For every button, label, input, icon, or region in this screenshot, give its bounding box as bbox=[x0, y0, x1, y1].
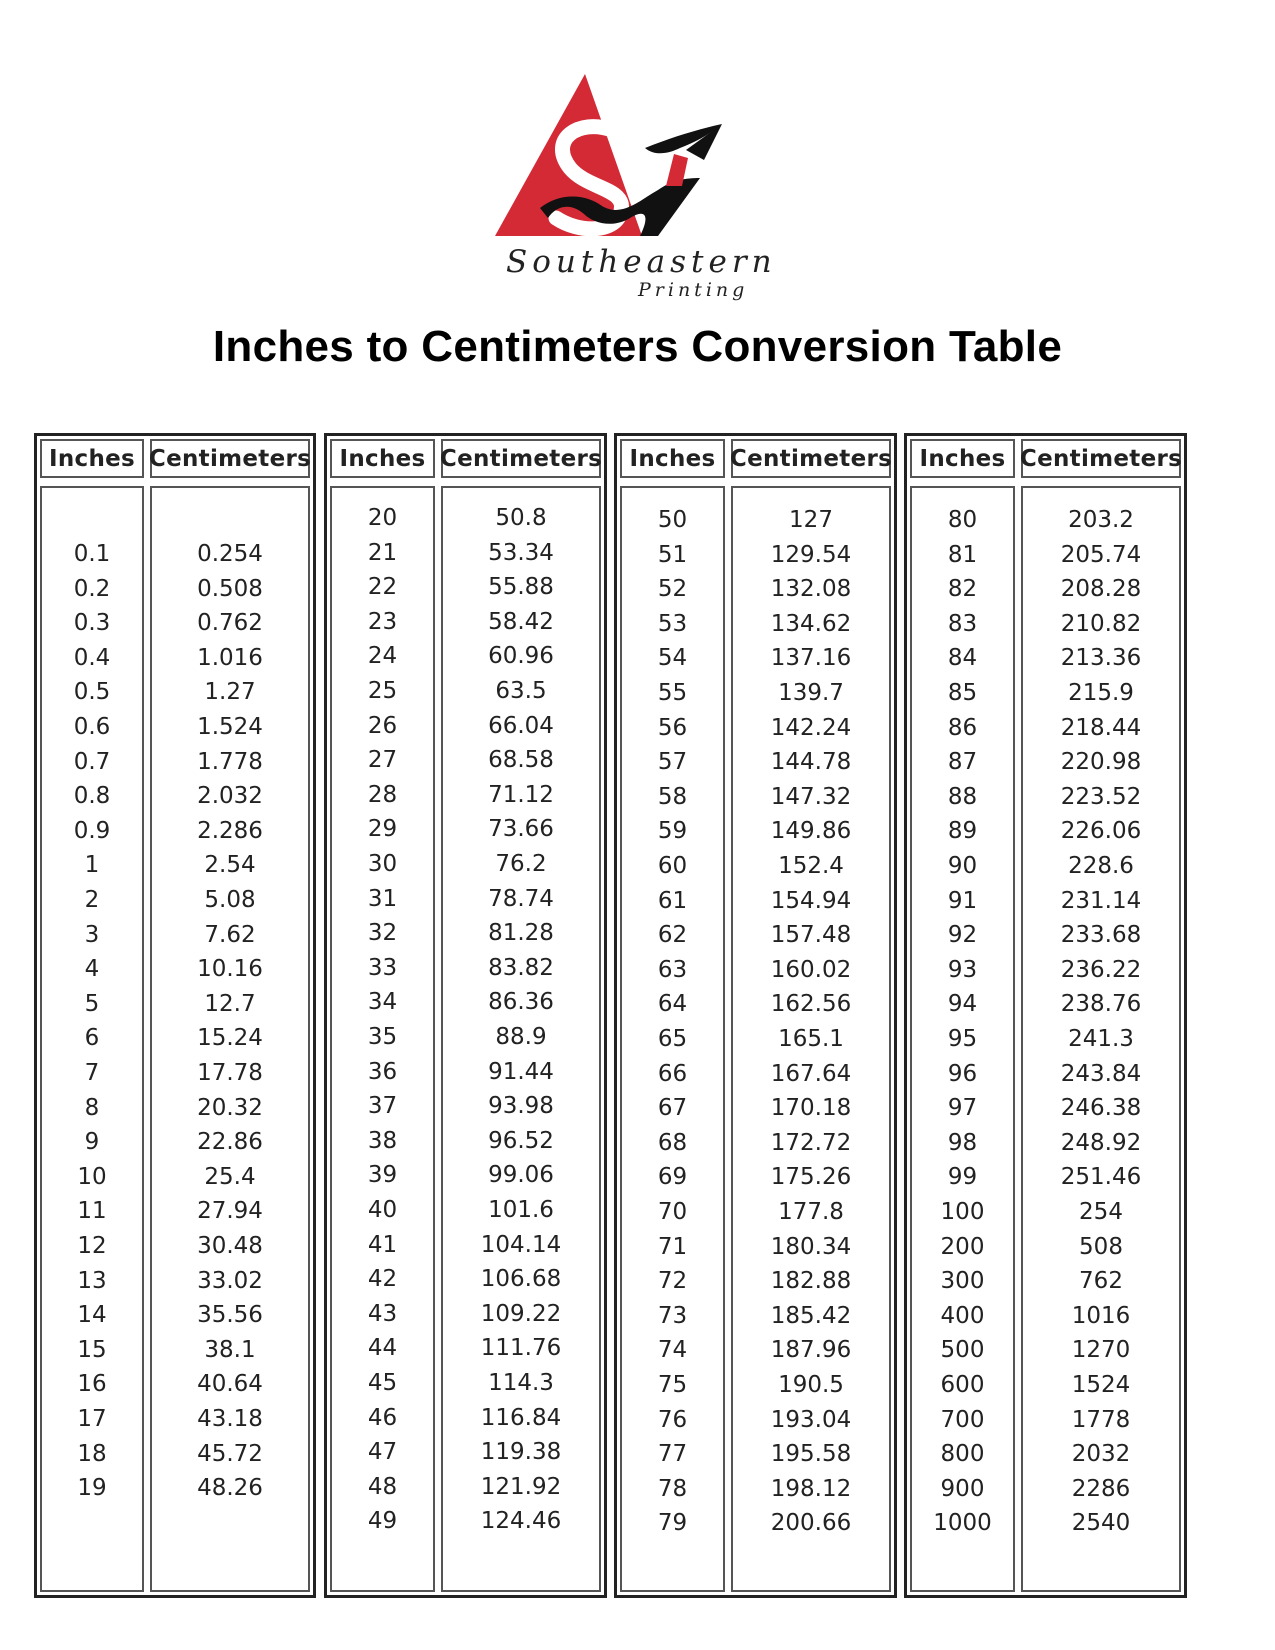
centimeters-value: 223.52 bbox=[1060, 783, 1142, 810]
inches-value: 28 bbox=[367, 781, 398, 808]
centimeters-value: 10.16 bbox=[197, 956, 263, 983]
centimeters-value: 124.46 bbox=[480, 1508, 562, 1535]
centimeters-value: 2.54 bbox=[204, 852, 256, 879]
centimeters-value: 0.508 bbox=[197, 575, 263, 602]
centimeters-value: 180.34 bbox=[770, 1233, 852, 1260]
centimeters-value: 127 bbox=[789, 507, 833, 533]
centimeters-value: 142.24 bbox=[770, 714, 852, 741]
centimeters-value: 1.27 bbox=[204, 679, 256, 706]
inches-value: 70 bbox=[657, 1199, 688, 1225]
centimeters-value: 63.5 bbox=[495, 678, 547, 704]
inches-value: 22 bbox=[367, 574, 398, 601]
inches-value: 47 bbox=[367, 1439, 398, 1466]
inches-value: 48 bbox=[367, 1473, 398, 1500]
centimeters-value: 251.46 bbox=[1060, 1164, 1142, 1191]
inches-value: 74 bbox=[657, 1337, 688, 1364]
header-inches: Inches bbox=[330, 439, 435, 478]
column-centimeters bbox=[441, 486, 601, 1592]
centimeters-value: 154.94 bbox=[770, 887, 852, 914]
centimeters-value: 208.28 bbox=[1060, 576, 1142, 603]
inches-value: 7 bbox=[84, 1060, 100, 1086]
centimeters-value: 106.68 bbox=[480, 1266, 562, 1293]
inches-value: 91 bbox=[947, 887, 978, 914]
inches-value: 40 bbox=[367, 1197, 398, 1223]
inches-value: 65 bbox=[657, 1026, 688, 1052]
inches-value: 58 bbox=[657, 783, 688, 810]
inches-value: 20 bbox=[367, 505, 398, 531]
inches-value: 56 bbox=[657, 714, 688, 741]
inches-value: 0.5 bbox=[73, 679, 111, 706]
inches-value: 10 bbox=[77, 1163, 107, 1190]
inches-value: 400 bbox=[940, 1302, 985, 1329]
inches-value: 41 bbox=[367, 1231, 398, 1258]
centimeters-value: 246.38 bbox=[1060, 1095, 1142, 1122]
centimeters-value: 193.04 bbox=[770, 1406, 852, 1433]
inches-value: 37 bbox=[367, 1093, 398, 1120]
inches-value: 82 bbox=[947, 576, 978, 603]
header-inches: Inches bbox=[910, 439, 1015, 478]
centimeters-value: 2032 bbox=[1071, 1441, 1131, 1468]
centimeters-value: 165.1 bbox=[778, 1026, 844, 1052]
inches-value: 90 bbox=[947, 853, 978, 879]
inches-value: 68 bbox=[657, 1129, 688, 1156]
centimeters-value: 147.32 bbox=[770, 783, 852, 810]
centimeters-value: 129.54 bbox=[770, 541, 852, 568]
centimeters-value: 2.286 bbox=[197, 817, 263, 844]
centimeters-value: 116.84 bbox=[480, 1404, 562, 1431]
inches-value: 99 bbox=[947, 1164, 978, 1191]
centimeters-value: 243.84 bbox=[1060, 1060, 1142, 1087]
inches-value: 43 bbox=[367, 1300, 398, 1327]
centimeters-value: 43.18 bbox=[197, 1406, 263, 1432]
inches-value: 12 bbox=[77, 1233, 107, 1259]
centimeters-value: 215.9 bbox=[1068, 680, 1134, 706]
centimeters-value: 233.68 bbox=[1060, 922, 1142, 949]
inches-value: 4 bbox=[84, 956, 100, 983]
inches-value: 52 bbox=[657, 576, 688, 603]
inches-value: 72 bbox=[657, 1268, 688, 1295]
inches-value: 94 bbox=[947, 991, 978, 1018]
centimeters-value: 177.8 bbox=[778, 1199, 844, 1225]
inches-value: 59 bbox=[657, 818, 688, 845]
inches-value: 600 bbox=[940, 1372, 985, 1398]
centimeters-value: 190.5 bbox=[778, 1372, 844, 1398]
centimeters-value: 27.94 bbox=[197, 1198, 263, 1225]
centimeters-value: 231.14 bbox=[1060, 887, 1142, 914]
centimeters-value: 248.92 bbox=[1060, 1129, 1142, 1156]
centimeters-value: 7.62 bbox=[204, 921, 256, 948]
centimeters-value: 76.2 bbox=[495, 851, 547, 877]
centimeters-value: 66.04 bbox=[488, 712, 554, 739]
centimeters-value: 12.7 bbox=[204, 990, 256, 1017]
inches-value: 46 bbox=[367, 1404, 398, 1431]
inches-value: 11 bbox=[77, 1198, 107, 1225]
centimeters-value: 1016 bbox=[1071, 1302, 1131, 1329]
inches-value: 15 bbox=[77, 1336, 107, 1363]
centimeters-value: 187.96 bbox=[770, 1337, 852, 1364]
centimeters-value: 48.26 bbox=[197, 1475, 263, 1502]
inches-value: 0.6 bbox=[73, 714, 111, 740]
inches-value: 32 bbox=[367, 920, 398, 947]
centimeters-value: 198.12 bbox=[770, 1475, 852, 1502]
centimeters-value: 33.02 bbox=[197, 1267, 263, 1294]
centimeters-value: 71.12 bbox=[488, 781, 554, 808]
centimeters-value: 238.76 bbox=[1060, 991, 1142, 1018]
centimeters-value: 144.78 bbox=[770, 749, 852, 776]
centimeters-value: 86.36 bbox=[488, 989, 554, 1016]
centimeters-value: 149.86 bbox=[770, 818, 852, 845]
centimeters-value: 220.98 bbox=[1060, 749, 1142, 776]
inches-value: 73 bbox=[657, 1302, 688, 1329]
page-title: Inches to Centimeters Conversion Table bbox=[212, 322, 1063, 371]
centimeters-value: 45.72 bbox=[197, 1440, 263, 1467]
conversion-table-2 bbox=[324, 433, 607, 1598]
centimeters-value: 160.02 bbox=[770, 956, 852, 983]
inches-value: 62 bbox=[657, 922, 688, 949]
inches-value: 93 bbox=[947, 956, 978, 983]
inches-value: 35 bbox=[367, 1024, 398, 1050]
inches-value: 0.8 bbox=[73, 783, 111, 810]
inches-value: 77 bbox=[657, 1441, 688, 1468]
inches-value: 700 bbox=[940, 1406, 985, 1433]
inches-value: 78 bbox=[657, 1475, 688, 1502]
inches-value: 200 bbox=[940, 1233, 985, 1260]
inches-value: 25 bbox=[367, 678, 398, 704]
inches-value: 39 bbox=[367, 1162, 398, 1189]
inches-value: 57 bbox=[657, 749, 688, 776]
inches-value: 0.2 bbox=[73, 575, 111, 602]
inches-value: 900 bbox=[940, 1475, 985, 1502]
inches-value: 29 bbox=[367, 816, 398, 843]
inches-value: 24 bbox=[367, 643, 398, 670]
centimeters-value: 182.88 bbox=[770, 1268, 852, 1295]
centimeters-value: 20.32 bbox=[197, 1094, 263, 1121]
inches-value: 21 bbox=[367, 539, 398, 566]
centimeters-value: 30.48 bbox=[197, 1233, 263, 1259]
centimeters-value: 114.3 bbox=[488, 1370, 554, 1396]
inches-value: 1000 bbox=[933, 1510, 992, 1537]
inches-value: 30 bbox=[367, 851, 398, 877]
centimeters-value: 226.06 bbox=[1060, 818, 1142, 845]
inches-value: 36 bbox=[367, 1058, 398, 1085]
column-centimeters bbox=[731, 486, 891, 1592]
centimeters-value: 1524 bbox=[1071, 1372, 1131, 1398]
inches-value: 60 bbox=[657, 853, 688, 879]
centimeters-value: 91.44 bbox=[488, 1058, 554, 1085]
inches-value: 17 bbox=[77, 1406, 107, 1432]
centimeters-value: 93.98 bbox=[488, 1093, 554, 1120]
logo-company-subtitle: Printing bbox=[638, 279, 749, 301]
inches-value: 75 bbox=[657, 1372, 688, 1398]
header-centimeters: Centimeters bbox=[1021, 439, 1181, 478]
centimeters-value: 137.16 bbox=[770, 645, 852, 672]
inches-value: 5 bbox=[84, 990, 100, 1017]
inches-value: 86 bbox=[947, 714, 978, 741]
centimeters-value: 213.36 bbox=[1060, 645, 1142, 672]
centimeters-value: 172.72 bbox=[770, 1129, 852, 1156]
inches-value: 18 bbox=[77, 1440, 107, 1467]
centimeters-value: 157.48 bbox=[770, 922, 852, 949]
conversion-table-4 bbox=[904, 433, 1187, 1598]
centimeters-value: 1.016 bbox=[197, 644, 263, 671]
inches-value: 64 bbox=[657, 991, 688, 1018]
centimeters-value: 2286 bbox=[1071, 1475, 1131, 1502]
centimeters-value: 254 bbox=[1079, 1199, 1123, 1225]
inches-value: 16 bbox=[77, 1371, 107, 1398]
inches-value: 54 bbox=[657, 645, 688, 672]
inches-value: 84 bbox=[947, 645, 978, 672]
inches-value: 8 bbox=[84, 1094, 100, 1121]
conversion-table-3 bbox=[614, 433, 897, 1598]
inches-value: 27 bbox=[367, 747, 398, 774]
header-centimeters: Centimeters bbox=[150, 439, 310, 478]
inches-value: 79 bbox=[657, 1510, 688, 1537]
inches-value: 98 bbox=[947, 1129, 978, 1156]
header-centimeters: Centimeters bbox=[441, 439, 601, 478]
column-inches bbox=[330, 486, 435, 1592]
inches-value: 2 bbox=[84, 887, 100, 913]
inches-value: 89 bbox=[947, 818, 978, 845]
centimeters-value: 228.6 bbox=[1068, 853, 1134, 879]
centimeters-value: 40.64 bbox=[197, 1371, 263, 1398]
centimeters-value: 121.92 bbox=[480, 1473, 562, 1500]
centimeters-value: 218.44 bbox=[1060, 714, 1142, 741]
inches-value: 88 bbox=[947, 783, 978, 810]
inches-value: 49 bbox=[367, 1508, 398, 1535]
inches-value: 95 bbox=[947, 1026, 978, 1052]
centimeters-value: 109.22 bbox=[480, 1300, 562, 1327]
centimeters-value: 17.78 bbox=[197, 1060, 263, 1086]
centimeters-value: 22.86 bbox=[197, 1129, 263, 1156]
inches-value: 81 bbox=[947, 541, 978, 568]
centimeters-value: 185.42 bbox=[770, 1302, 852, 1329]
inches-value: 0.4 bbox=[73, 644, 111, 671]
logo-company-name: Southeastern bbox=[506, 244, 777, 280]
inches-value: 0.3 bbox=[73, 610, 111, 637]
centimeters-value: 508 bbox=[1079, 1233, 1123, 1260]
inches-value: 0.1 bbox=[73, 541, 111, 567]
centimeters-value: 0.254 bbox=[197, 541, 263, 567]
centimeters-value: 195.58 bbox=[770, 1441, 852, 1468]
conversion-table-1 bbox=[34, 433, 316, 1598]
centimeters-value: 152.4 bbox=[778, 853, 844, 879]
inches-value: 1 bbox=[84, 852, 100, 879]
inches-value: 53 bbox=[657, 610, 688, 637]
centimeters-value: 236.22 bbox=[1060, 956, 1142, 983]
inches-value: 100 bbox=[940, 1199, 985, 1225]
inches-value: 42 bbox=[367, 1266, 398, 1293]
centimeters-value: 111.76 bbox=[480, 1335, 562, 1362]
inches-value: 300 bbox=[940, 1268, 985, 1295]
inches-value: 33 bbox=[367, 954, 398, 981]
inches-value: 83 bbox=[947, 610, 978, 637]
inches-value: 19 bbox=[77, 1475, 107, 1502]
inches-value: 800 bbox=[940, 1441, 985, 1468]
inches-value: 69 bbox=[657, 1164, 688, 1191]
inches-value: 6 bbox=[84, 1025, 100, 1052]
centimeters-value: 139.7 bbox=[778, 680, 844, 706]
centimeters-value: 88.9 bbox=[495, 1024, 547, 1050]
column-centimeters bbox=[1021, 486, 1181, 1592]
centimeters-value: 68.58 bbox=[488, 747, 554, 774]
centimeters-value: 25.4 bbox=[204, 1163, 256, 1190]
centimeters-value: 83.82 bbox=[488, 954, 554, 981]
inches-value: 50 bbox=[657, 507, 688, 533]
header-inches: Inches bbox=[620, 439, 725, 478]
inches-value: 92 bbox=[947, 922, 978, 949]
centimeters-value: 2540 bbox=[1071, 1510, 1131, 1537]
inches-value: 61 bbox=[657, 887, 688, 914]
centimeters-value: 38.1 bbox=[204, 1336, 256, 1363]
centimeters-value: 73.66 bbox=[488, 816, 554, 843]
inches-value: 23 bbox=[367, 608, 398, 635]
column-inches bbox=[620, 486, 725, 1592]
inches-value: 80 bbox=[947, 507, 978, 533]
centimeters-value: 60.96 bbox=[488, 643, 554, 670]
inches-value: 51 bbox=[657, 541, 688, 568]
centimeters-value: 119.38 bbox=[480, 1439, 562, 1466]
centimeters-value: 203.2 bbox=[1068, 507, 1134, 533]
inches-value: 13 bbox=[77, 1267, 107, 1294]
company-logo bbox=[490, 68, 790, 308]
centimeters-value: 0.762 bbox=[197, 610, 263, 637]
inches-value: 66 bbox=[657, 1060, 688, 1087]
centimeters-value: 53.34 bbox=[488, 539, 554, 566]
centimeters-value: 35.56 bbox=[197, 1302, 263, 1329]
inches-value: 500 bbox=[940, 1337, 985, 1364]
column-centimeters bbox=[150, 486, 310, 1592]
inches-value: 63 bbox=[657, 956, 688, 983]
inches-value: 26 bbox=[367, 712, 398, 739]
centimeters-value: 162.56 bbox=[770, 991, 852, 1018]
centimeters-value: 96.52 bbox=[488, 1127, 554, 1154]
centimeters-value: 167.64 bbox=[770, 1060, 852, 1087]
inches-value: 67 bbox=[657, 1095, 688, 1122]
centimeters-value: 134.62 bbox=[770, 610, 852, 637]
centimeters-value: 1778 bbox=[1071, 1406, 1131, 1433]
inches-value: 85 bbox=[947, 680, 978, 706]
inches-value: 97 bbox=[947, 1095, 978, 1122]
centimeters-value: 205.74 bbox=[1060, 541, 1142, 568]
inches-value: 76 bbox=[657, 1406, 688, 1433]
inches-value: 3 bbox=[84, 921, 100, 948]
centimeters-value: 58.42 bbox=[488, 608, 554, 635]
column-inches bbox=[40, 486, 144, 1592]
centimeters-value: 104.14 bbox=[480, 1231, 562, 1258]
centimeters-value: 170.18 bbox=[770, 1095, 852, 1122]
inches-value: 44 bbox=[367, 1335, 398, 1362]
centimeters-value: 50.8 bbox=[495, 505, 547, 531]
centimeters-value: 175.26 bbox=[770, 1164, 852, 1191]
centimeters-value: 132.08 bbox=[770, 576, 852, 603]
inches-value: 87 bbox=[947, 749, 978, 776]
centimeters-value: 210.82 bbox=[1060, 610, 1142, 637]
centimeters-value: 78.74 bbox=[488, 885, 554, 912]
inches-value: 55 bbox=[657, 680, 688, 706]
inches-value: 9 bbox=[84, 1129, 100, 1156]
centimeters-value: 762 bbox=[1079, 1268, 1123, 1295]
header-inches: Inches bbox=[40, 439, 144, 478]
centimeters-value: 200.66 bbox=[770, 1510, 852, 1537]
column-inches bbox=[910, 486, 1015, 1592]
centimeters-value: 1.778 bbox=[197, 748, 263, 775]
centimeters-value: 15.24 bbox=[197, 1025, 263, 1052]
centimeters-value: 5.08 bbox=[204, 887, 256, 913]
centimeters-value: 241.3 bbox=[1068, 1026, 1134, 1052]
inches-value: 71 bbox=[657, 1233, 688, 1260]
inches-value: 96 bbox=[947, 1060, 978, 1087]
inches-value: 34 bbox=[367, 989, 398, 1016]
centimeters-value: 101.6 bbox=[488, 1197, 554, 1223]
inches-value: 31 bbox=[367, 885, 398, 912]
centimeters-value: 99.06 bbox=[488, 1162, 554, 1189]
centimeters-value: 2.032 bbox=[197, 783, 263, 810]
inches-value: 38 bbox=[367, 1127, 398, 1154]
centimeters-value: 1270 bbox=[1071, 1337, 1131, 1364]
inches-value: 14 bbox=[77, 1302, 107, 1329]
centimeters-value: 81.28 bbox=[488, 920, 554, 947]
inches-value: 45 bbox=[367, 1370, 398, 1396]
header-centimeters: Centimeters bbox=[731, 439, 891, 478]
centimeters-value: 1.524 bbox=[197, 714, 263, 740]
inches-value: 0.9 bbox=[73, 817, 111, 844]
inches-value: 0.7 bbox=[73, 748, 111, 775]
centimeters-value: 55.88 bbox=[488, 574, 554, 601]
